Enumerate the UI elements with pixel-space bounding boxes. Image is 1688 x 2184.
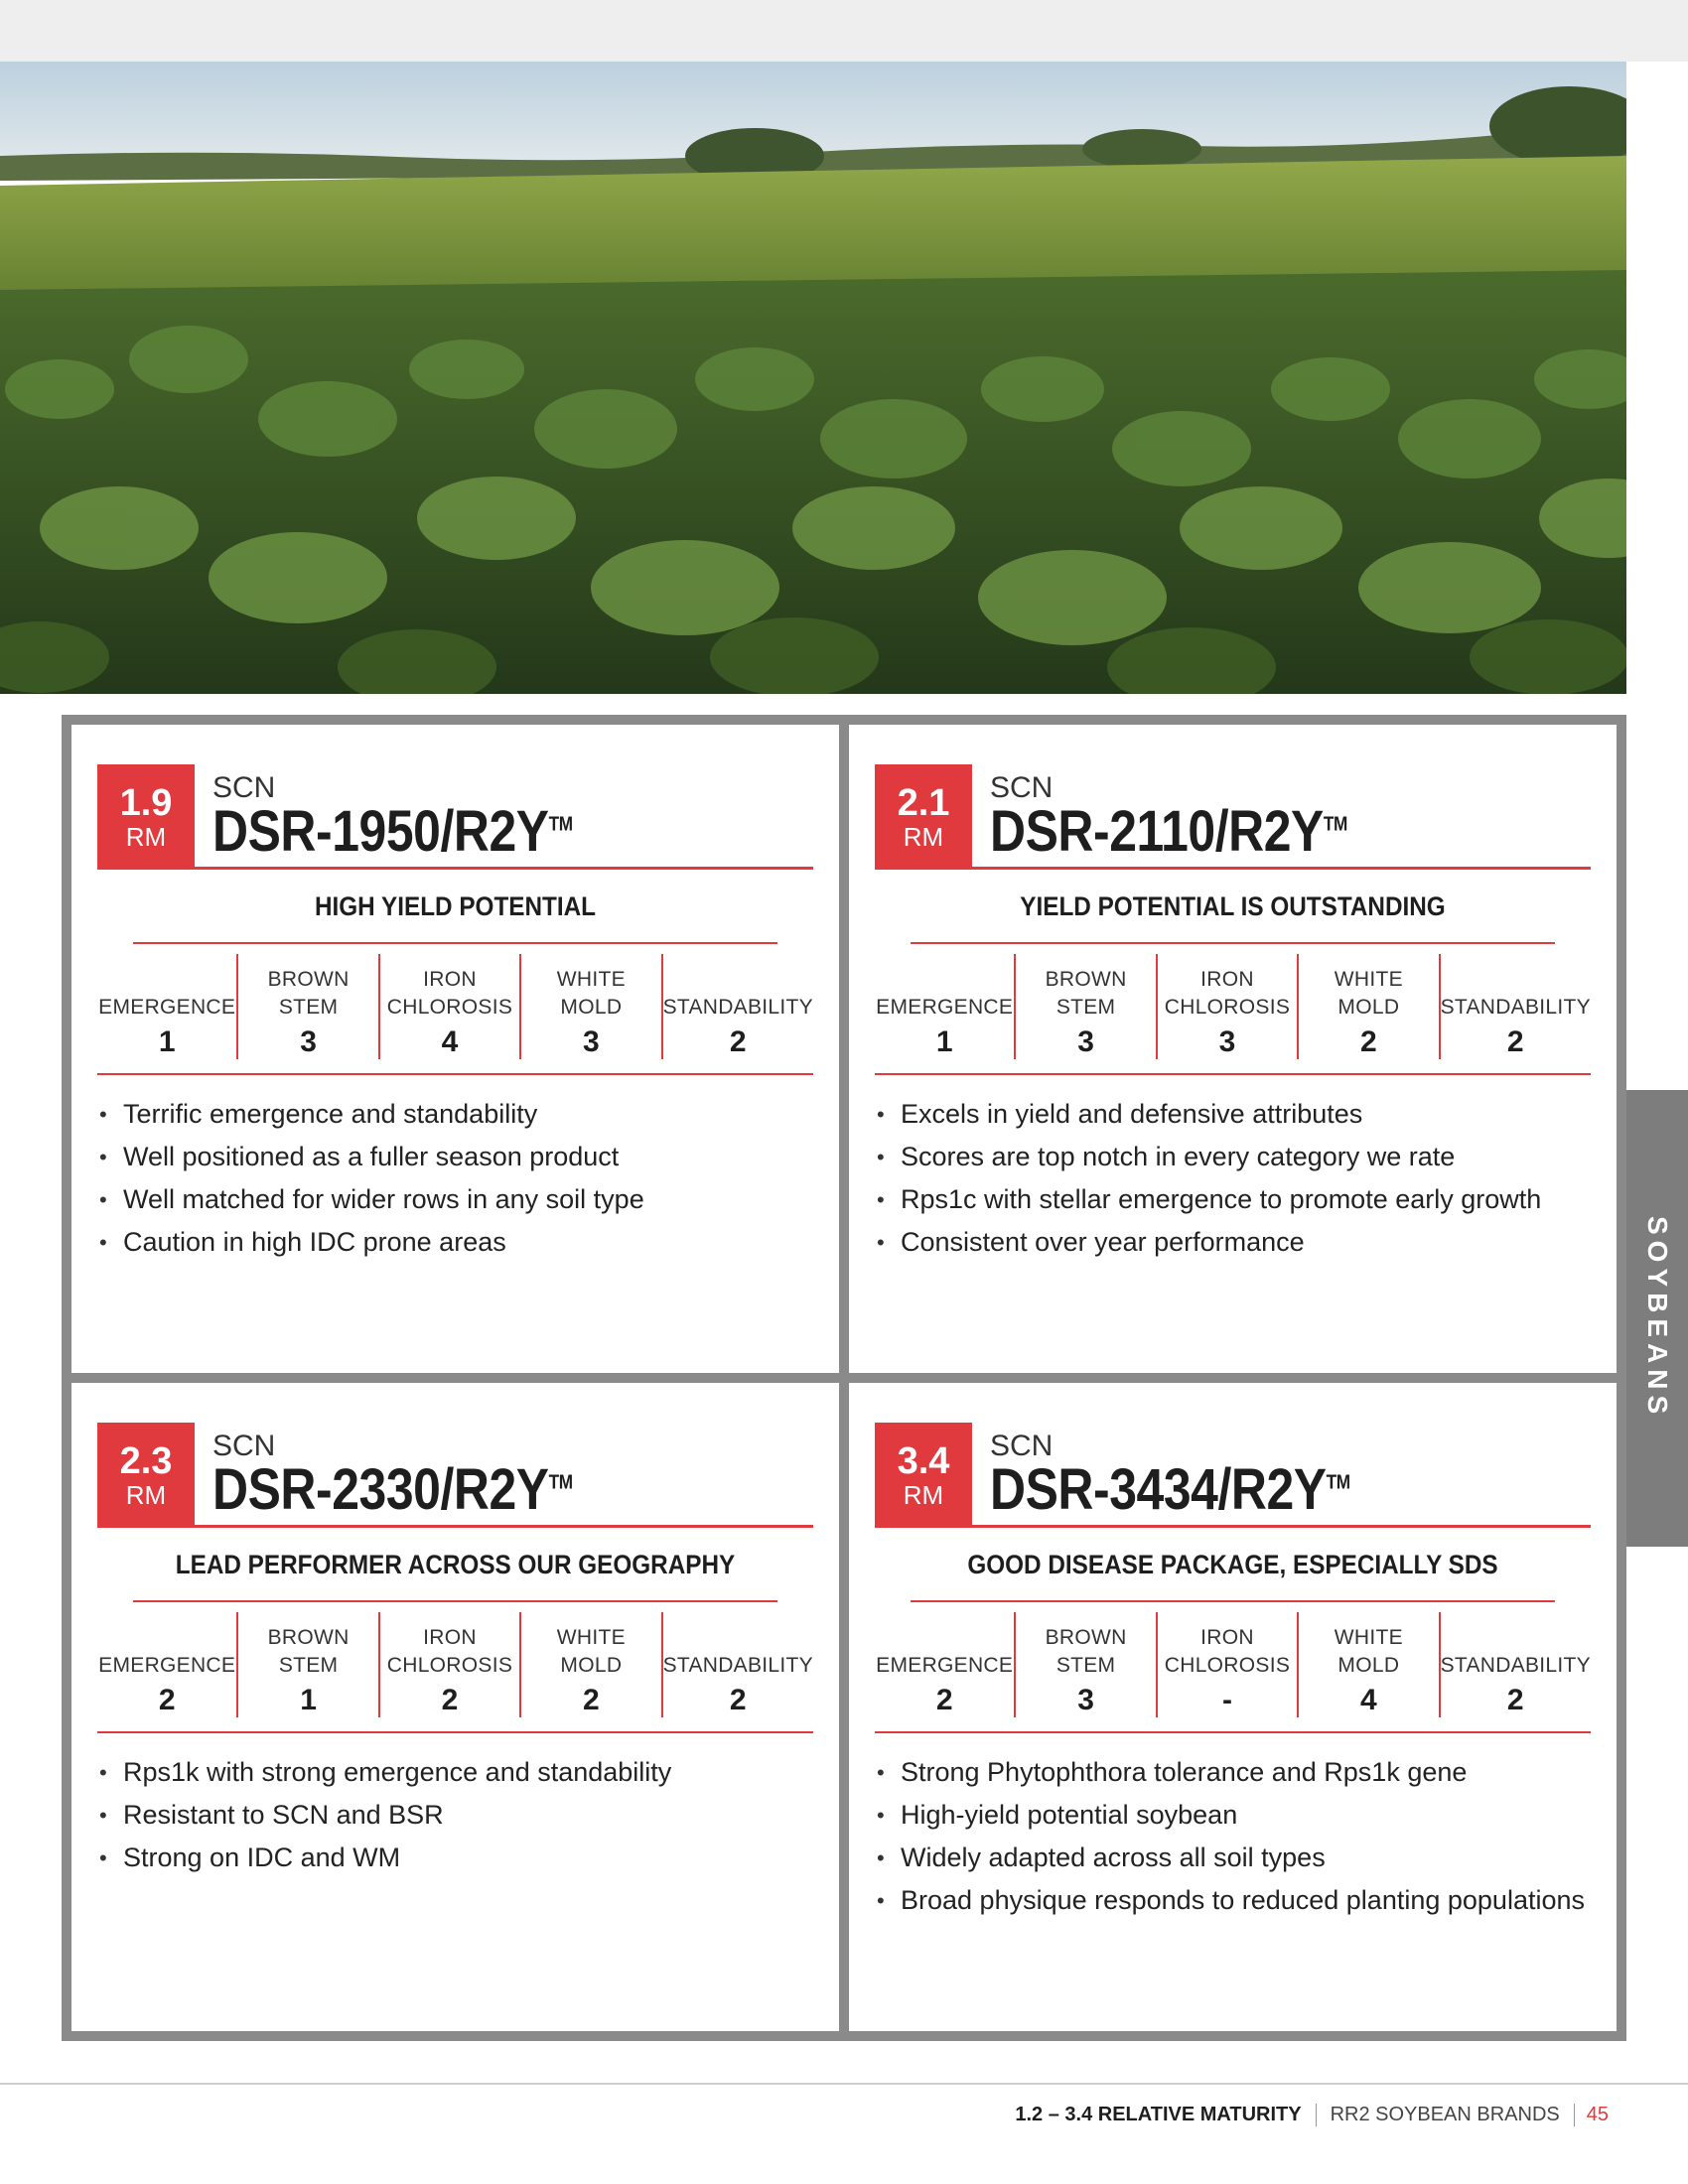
rating-emergence: [875, 954, 1014, 1059]
list-item: • High-yield potential soybean: [875, 1794, 1591, 1837]
product-name-text: DSR-2330/R2Y: [212, 1457, 549, 1522]
list-item: • Rps1c with stellar emergence to promote early growth: [875, 1178, 1591, 1221]
rating-brown-stem: [236, 954, 377, 1059]
product-name: [212, 1457, 729, 1522]
product-name-text: DSR-2110/R2Y: [990, 799, 1324, 864]
product-name: [990, 799, 1506, 864]
footer-brand: RR2 SOYBEAN BRANDS: [1316, 2104, 1574, 2126]
product-name: [990, 1457, 1506, 1522]
rating-value: 3: [1077, 1025, 1094, 1058]
list-item: • Terrific emergence and standability: [97, 1093, 813, 1136]
list-item: • Strong on IDC and WM: [97, 1837, 813, 1879]
feature-list: [875, 1751, 1591, 1922]
list-item: • Strong Phytophthora tolerance and Rps1k gene: [875, 1751, 1591, 1794]
rating-value: 1: [300, 1684, 317, 1716]
product-card: [849, 1383, 1617, 2031]
title-block: [195, 764, 813, 870]
rating-value: 2: [583, 1684, 600, 1716]
rating-value: 1: [935, 1025, 953, 1058]
ratings-row: [875, 954, 1591, 1075]
title-block: [195, 1423, 813, 1528]
card-header: [97, 764, 813, 870]
rm-value: 1.9: [119, 782, 173, 824]
section-tab: [1626, 1090, 1688, 1547]
product-tagline: YIELD POTENTIAL IS OUTSTANDING: [911, 870, 1555, 944]
rating-value: 3: [1218, 1025, 1236, 1058]
rating-value: 3: [1077, 1684, 1094, 1716]
rating-brown-stem: [236, 1612, 377, 1717]
rating-value: 2: [1360, 1025, 1377, 1058]
rating-value: 2: [935, 1684, 953, 1716]
rating-label: STANDABILITY: [1440, 996, 1591, 1019]
rating-value: 2: [158, 1684, 176, 1716]
feature-list: [875, 1093, 1591, 1264]
product-grid: [62, 715, 1626, 2041]
feature-list: [97, 1093, 813, 1264]
rating-label: BROWN STEM: [267, 1626, 350, 1677]
trademark-mark: TM: [1323, 813, 1347, 836]
rating-label: IRON CHLOROSIS: [386, 968, 513, 1019]
rating-emergence: [97, 954, 236, 1059]
rm-unit: RM: [903, 1480, 944, 1510]
product-tagline: HIGH YIELD POTENTIAL: [133, 870, 777, 944]
ratings-row: [97, 1612, 813, 1733]
rating-label: IRON CHLOROSIS: [386, 1626, 513, 1677]
list-item: • Caution in high IDC prone areas: [97, 1221, 813, 1264]
rating-standability: [661, 1612, 813, 1717]
hero-image-soybean-field: [0, 62, 1626, 694]
rating-value: 2: [729, 1684, 747, 1716]
list-item: • Resistant to SCN and BSR: [97, 1794, 813, 1837]
rm-unit: RM: [125, 1480, 167, 1510]
rm-value: 3.4: [897, 1440, 950, 1482]
product-name: [212, 799, 729, 864]
rating-label: STANDABILITY: [662, 996, 813, 1019]
list-item: • Scores are top notch in every category we rate: [875, 1136, 1591, 1178]
card-header: [875, 1423, 1591, 1528]
rating-value: 2: [441, 1684, 459, 1716]
rating-label: WHITE MOLD: [556, 1626, 626, 1677]
list-item: • Widely adapted across all soil types: [875, 1837, 1591, 1879]
rating-value: 2: [1506, 1025, 1524, 1058]
feature-list: [97, 1751, 813, 1879]
rm-badge: [875, 1423, 972, 1528]
list-item: • Rps1k with strong emergence and standability: [97, 1751, 813, 1794]
rating-iron-chlorosis: [378, 954, 519, 1059]
rating-iron-chlorosis: [1156, 954, 1297, 1059]
rm-badge: [875, 764, 972, 870]
ratings-row: [97, 954, 813, 1075]
rating-label: BROWN STEM: [267, 968, 350, 1019]
rating-value: 3: [300, 1025, 317, 1058]
list-item: • Consistent over year performance: [875, 1221, 1591, 1264]
list-item: • Broad physique responds to reduced planting populations: [875, 1879, 1591, 1922]
title-block: [972, 1423, 1591, 1528]
card-header: [97, 1423, 813, 1528]
trademark-mark: TM: [548, 813, 573, 836]
product-tagline: GOOD DISEASE PACKAGE, ESPECIALLY SDS: [911, 1528, 1555, 1602]
rating-label: WHITE MOLD: [556, 968, 626, 1019]
rating-label: BROWN STEM: [1045, 968, 1127, 1019]
top-band: [0, 0, 1688, 62]
rating-brown-stem: [1014, 1612, 1155, 1717]
rating-label: IRON CHLOROSIS: [1164, 968, 1291, 1019]
rating-value: 2: [1506, 1684, 1524, 1716]
rating-label: EMERGENCE: [876, 996, 1014, 1019]
rating-value: 4: [1360, 1684, 1377, 1716]
rating-value: 2: [729, 1025, 747, 1058]
rm-unit: RM: [125, 822, 167, 852]
product-card: [71, 725, 839, 1373]
page-footer: [1015, 2095, 1609, 2134]
rating-iron-chlorosis: [378, 1612, 519, 1717]
list-item: • Excels in yield and defensive attributes: [875, 1093, 1591, 1136]
rating-emergence: [875, 1612, 1014, 1717]
rating-label: IRON CHLOROSIS: [1164, 1626, 1291, 1677]
product-tagline: LEAD PERFORMER ACROSS OUR GEOGRAPHY: [133, 1528, 777, 1602]
rating-emergence: [97, 1612, 236, 1717]
rating-standability: [661, 954, 813, 1059]
rating-brown-stem: [1014, 954, 1155, 1059]
rating-value: -: [1221, 1684, 1232, 1716]
rating-white-mold: [519, 1612, 660, 1717]
rm-value: 2.3: [119, 1440, 173, 1482]
rating-label: BROWN STEM: [1045, 1626, 1127, 1677]
rm-badge: [97, 764, 195, 870]
list-item: • Well positioned as a fuller season product: [97, 1136, 813, 1178]
footer-divider: [0, 2083, 1688, 2085]
rating-standability: [1439, 1612, 1591, 1717]
list-item: • Well matched for wider rows in any soil type: [97, 1178, 813, 1221]
trait-label: SCN: [212, 1430, 276, 1462]
rm-value: 2.1: [897, 782, 950, 824]
rating-label: WHITE MOLD: [1334, 968, 1403, 1019]
rm-badge: [97, 1423, 195, 1528]
rating-white-mold: [1297, 954, 1438, 1059]
product-card: [71, 1383, 839, 2031]
rating-label: STANDABILITY: [662, 1654, 813, 1677]
rating-value: 3: [583, 1025, 600, 1058]
rating-value: 4: [441, 1025, 459, 1058]
rating-label: STANDABILITY: [1440, 1654, 1591, 1677]
rating-standability: [1439, 954, 1591, 1059]
rating-label: EMERGENCE: [98, 1654, 236, 1677]
rating-label: EMERGENCE: [98, 996, 236, 1019]
rating-white-mold: [1297, 1612, 1438, 1717]
title-block: [972, 764, 1591, 870]
rm-unit: RM: [903, 822, 944, 852]
product-card: [849, 725, 1617, 1373]
rating-iron-chlorosis: [1156, 1612, 1297, 1717]
footer-range: 1.2 – 3.4 RELATIVE MATURITY: [1015, 2103, 1302, 2125]
trait-label: SCN: [990, 771, 1054, 804]
rating-label: WHITE MOLD: [1334, 1626, 1403, 1677]
trait-label: SCN: [212, 771, 276, 804]
trademark-mark: TM: [1326, 1471, 1350, 1494]
rating-value: 1: [158, 1025, 176, 1058]
trademark-mark: TM: [548, 1471, 573, 1494]
card-header: [875, 764, 1591, 870]
section-tab-label: SOYBEANS: [1642, 1216, 1673, 1421]
product-name-text: DSR-3434/R2Y: [990, 1457, 1327, 1522]
rating-white-mold: [519, 954, 660, 1059]
page-number: 45: [1574, 2104, 1609, 2126]
ratings-row: [875, 1612, 1591, 1733]
product-name-text: DSR-1950/R2Y: [212, 799, 549, 864]
rating-label: EMERGENCE: [876, 1654, 1014, 1677]
trait-label: SCN: [990, 1430, 1054, 1462]
